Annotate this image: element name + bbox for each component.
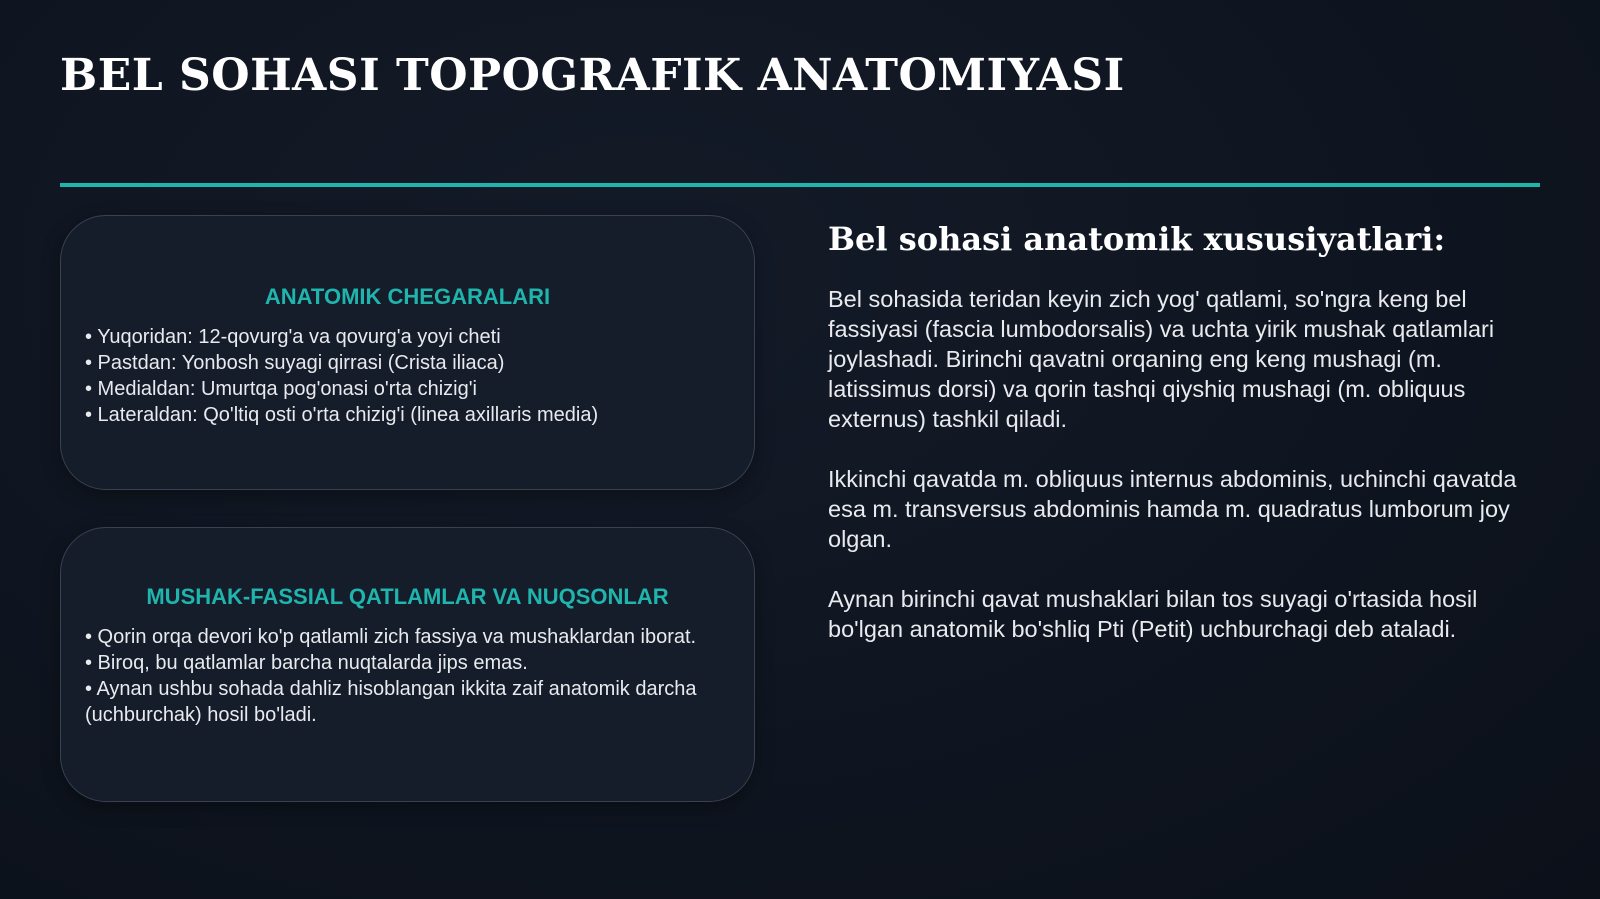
card-title: MUSHAK-FASSIAL QATLAMLAR VA NUQSONLAR [146, 584, 669, 609]
list-item: • Lateraldan: Qo'ltiq osti o'rta chizig'i (linea axillaris media) [85, 404, 599, 426]
features-section [828, 220, 1528, 644]
section-heading: Bel sohasi anatomik xususiyatlari: [828, 220, 1446, 258]
list-item: • Aynan ushbu sohada dahliz hisoblangan ikkita zaif anatomik darcha (uchburchak) hosil bo'ladi. [85, 678, 697, 726]
paragraph: Bel sohasida teridan keyin zich yog' qatlami, so'ngra keng bel fassiyasi (fascia lumbodorsalis) va uchta yirik mushak qatlamlari joylashadi. Birinchi qavatni orqaning eng keng mushagi (m. latissimus dorsi) va qorin tashqi qiyshiq mushagi (m. obliquus externus) tashkil qiladi. [828, 286, 1495, 432]
title-divider [60, 183, 1540, 187]
page-title: BEL SOHASI TOPOGRAFIK ANATOMIYASI [60, 50, 1125, 101]
list-item: • Medialdan: Umurtqa pog'onasi o'rta chizig'i [85, 378, 477, 400]
layers-list [85, 624, 730, 728]
list-item: • Qorin orqa devori ko'p qatlamli zich fassiya va mushaklardan iborat. [85, 626, 697, 648]
boundaries-list [85, 324, 730, 428]
boundaries-card [60, 215, 755, 490]
card-title: ANATOMIK CHEGARALARI [264, 284, 551, 309]
list-item: • Yuqoridan: 12-qovurg'a va qovurg'a yoyi cheti [85, 326, 501, 348]
list-item: • Pastdan: Yonbosh suyagi qirrasi (Crista iliaca) [85, 352, 505, 374]
layers-card [60, 527, 755, 802]
list-item: • Biroq, bu qatlamlar barcha nuqtalarda jips emas. [85, 652, 528, 674]
paragraph: Ikkinchi qavatda m. obliquus internus abdominis, uchinchi qavatda esa m. transversus abdominis hamda m. quadratus lumborum joy olgan. [828, 466, 1517, 552]
paragraph: Aynan birinchi qavat mushaklari bilan tos suyagi o'rtasida hosil bo'lgan anatomik bo'shliq Pti (Petit) uchburchagi deb ataladi. [828, 586, 1478, 642]
